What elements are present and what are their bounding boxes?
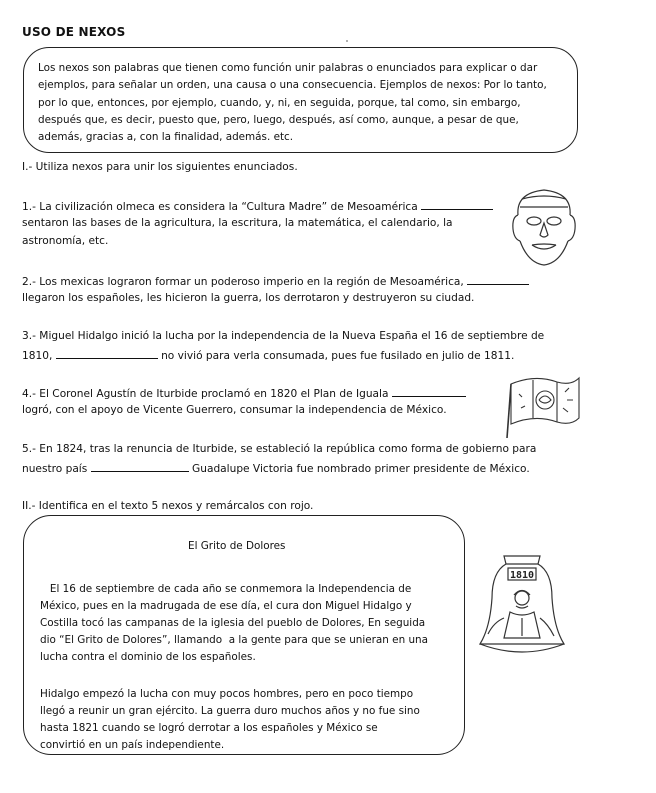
exercise-5-rest: Guadalupe Victoria fue nombrado primer presidente de México. <box>192 463 530 475</box>
story-line: Costilla tocó las campanas de la iglesia del pueblo de Dolores, En seguida <box>40 617 426 630</box>
exercise-1 <box>22 199 493 213</box>
intro-line: por lo que, entonces, por ejemplo, cuando, y, ni, en seguida, porque, tal como, sin embargo, <box>38 96 521 109</box>
story-paragraph-2 <box>40 669 420 754</box>
intro-box <box>23 47 578 153</box>
section-1-heading: I.- Utiliza nexos para unir los siguientes enunciados. <box>22 161 298 173</box>
exercise-4 <box>22 386 466 400</box>
story-line: lucha contra el dominio de los españoles. <box>40 651 256 664</box>
exercise-1-line-2: sentaron las bases de la agricultura, la escritura, la matemática, el calendario, la <box>22 217 453 229</box>
story-paragraph-1 <box>40 564 428 667</box>
exercise-1-text: 1.- La civilización olmeca es considera la “Cultura Madre” de Mesoamérica <box>22 201 418 213</box>
bell-year-label: 1810 <box>509 570 535 581</box>
story-line: dio “El Grito de Dolores”, llamando a la gente para que se unieran en una <box>40 634 428 647</box>
bell-hidalgo-image <box>474 548 570 660</box>
exercise-4-line-2: logró, con el apoyo de Vicente Guerrero, consumar la independencia de México. <box>22 404 447 416</box>
story-line: Hidalgo empezó la lucha con muy pocos hombres, pero en poco tiempo <box>40 688 414 701</box>
answer-blank-3[interactable] <box>56 348 158 359</box>
exercise-5-start: nuestro país <box>22 463 88 475</box>
exercise-3-line-2 <box>22 348 514 362</box>
story-title: El Grito de Dolores <box>188 540 286 552</box>
intro-line: ejemplos, para señalar un orden, una causa o una consecuencia. Ejemplos de nexos: Por lo tanto, <box>38 79 547 92</box>
exercise-4-text: 4.- El Coronel Agustín de Iturbide proclamó en 1820 el Plan de Iguala <box>22 388 389 400</box>
olmec-head-image <box>508 185 580 269</box>
story-line: convirtió en un país independiente. <box>40 739 225 752</box>
story-line: llegó a reunir un gran ejército. La guerra duro muchos años y no fue sino <box>40 705 420 718</box>
page-title: USO DE NEXOS <box>22 25 126 39</box>
story-line: México, pues en la madrugada de ese día, el cura don Miguel Hidalgo y <box>40 600 412 613</box>
exercise-3: 3.- Miguel Hidalgo inició la lucha por la independencia de la Nueva España el 16 de septiembre de <box>22 330 545 342</box>
answer-blank-1[interactable] <box>421 199 493 210</box>
dot-mark <box>346 40 348 42</box>
exercise-2-text: 2.- Los mexicas lograron formar un poderoso imperio en la región de Mesoamérica, <box>22 276 464 288</box>
intro-line: además, gracias a, con la finalidad, además. etc. <box>38 131 294 144</box>
exercise-2-line-2: llegaron los españoles, les hicieron la guerra, los derrotaron y destruyeron su ciudad. <box>22 292 475 304</box>
exercise-5-line-2 <box>22 461 530 475</box>
exercise-3-year: 1810, <box>22 350 53 362</box>
intro-line: Los nexos son palabras que tienen como función unir palabras o enunciados para explicar o dar <box>38 62 538 74</box>
answer-blank-4[interactable] <box>392 386 466 397</box>
exercise-5: 5.- En 1824, tras la renuncia de Iturbide, se estableció la república como forma de gobierno para <box>22 443 537 455</box>
intro-line: después que, es decir, puesto que, pero, luego, después, así como, aunque, a pesar de que, <box>38 113 519 126</box>
exercise-1-line-3: astronomía, etc. <box>22 235 109 247</box>
story-line: El 16 de septiembre de cada año se conmemora la Independencia de <box>40 583 412 596</box>
intro-text <box>38 60 563 146</box>
story-line: hasta 1821 cuando se logró derrotar a los españoles y México se <box>40 722 378 735</box>
answer-blank-2[interactable] <box>467 274 529 285</box>
answer-blank-5[interactable] <box>91 461 189 472</box>
exercise-3-rest: no vivió para verla consumada, pues fue fusilado en julio de 1811. <box>161 350 515 362</box>
flag-image <box>505 372 583 440</box>
section-2-heading: II.- Identifica en el texto 5 nexos y remárcalos con rojo. <box>22 500 314 512</box>
exercise-2 <box>22 274 529 288</box>
